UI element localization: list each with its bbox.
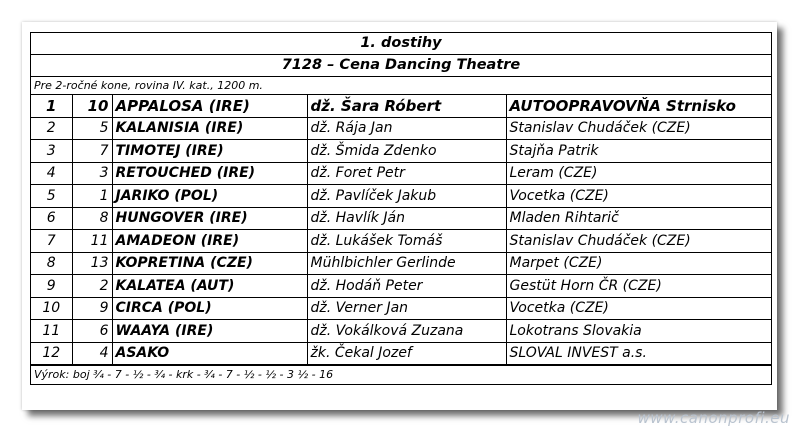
place-cell: 11 <box>31 320 72 343</box>
place-cell: 6 <box>31 207 72 230</box>
place-cell: 12 <box>31 342 72 365</box>
table-row <box>31 207 771 230</box>
trainer-cell: Mladen Rihtarič <box>506 207 771 230</box>
horse-cell: APPALOSA (IRE) <box>112 95 307 117</box>
place-cell: 5 <box>31 185 72 208</box>
table-row <box>31 342 771 365</box>
number-cell: 4 <box>72 342 112 365</box>
jockey-cell: dž. Hodáň Peter <box>307 275 506 298</box>
trainer-cell: Gestüt Horn ČR (CZE) <box>506 275 771 298</box>
horse-cell: WAAYA (IRE) <box>112 320 307 343</box>
trainer-cell: Vocetka (CZE) <box>506 185 771 208</box>
jockey-cell: dž. Vokálková Zuzana <box>307 320 506 343</box>
table-row <box>31 140 771 163</box>
number-cell: 9 <box>72 297 112 320</box>
table-row <box>31 252 771 275</box>
results-table <box>31 95 771 365</box>
table-row <box>31 117 771 140</box>
horse-cell: CIRCA (POL) <box>112 297 307 320</box>
number-cell: 13 <box>72 252 112 275</box>
race-conditions: Pre 2-ročné kone, rovina IV. kat., 1200 m. <box>31 77 771 95</box>
trainer-cell: Stanislav Chudáček (CZE) <box>506 117 771 140</box>
jockey-cell: žk. Čekal Jozef <box>307 342 506 365</box>
number-cell: 7 <box>72 140 112 163</box>
trainer-cell: AUTOOPRAVOVŇA Strnisko <box>506 95 771 117</box>
table-row <box>31 185 771 208</box>
number-cell: 6 <box>72 320 112 343</box>
table-row <box>31 320 771 343</box>
jockey-cell: dž. Havlík Ján <box>307 207 506 230</box>
table-row <box>31 230 771 253</box>
table-row <box>31 275 771 298</box>
table-row <box>31 95 771 117</box>
jockey-cell: Mühlbichler Gerlinde <box>307 252 506 275</box>
place-cell: 9 <box>31 275 72 298</box>
results-card <box>22 22 777 410</box>
place-cell: 8 <box>31 252 72 275</box>
horse-cell: KALATEA (AUT) <box>112 275 307 298</box>
place-cell: 2 <box>31 117 72 140</box>
horse-cell: RETOUCHED (IRE) <box>112 162 307 185</box>
number-cell: 2 <box>72 275 112 298</box>
horse-cell: JARIKO (POL) <box>112 185 307 208</box>
trainer-cell: SLOVAL INVEST a.s. <box>506 342 771 365</box>
watermark: www.canonprofi.eu <box>637 409 790 427</box>
table-row <box>31 297 771 320</box>
jockey-cell: dž. Rája Jan <box>307 117 506 140</box>
trainer-cell: Lokotrans Slovakia <box>506 320 771 343</box>
horse-cell: KALANISIA (IRE) <box>112 117 307 140</box>
number-cell: 8 <box>72 207 112 230</box>
trainer-cell: Stanislav Chudáček (CZE) <box>506 230 771 253</box>
race-title: 1. dostihy <box>31 33 771 55</box>
horse-cell: HUNGOVER (IRE) <box>112 207 307 230</box>
trainer-cell: Stajňa Patrik <box>506 140 771 163</box>
place-cell: 10 <box>31 297 72 320</box>
number-cell: 3 <box>72 162 112 185</box>
place-cell: 3 <box>31 140 72 163</box>
jockey-cell: dž. Lukášek Tomáš <box>307 230 506 253</box>
jockey-cell: dž. Šmida Zdenko <box>307 140 506 163</box>
trainer-cell: Vocetka (CZE) <box>506 297 771 320</box>
number-cell: 1 <box>72 185 112 208</box>
place-cell: 4 <box>31 162 72 185</box>
number-cell: 10 <box>72 95 112 117</box>
race-name: 7128 – Cena Dancing Theatre <box>31 55 771 77</box>
table-row <box>31 162 771 185</box>
jockey-cell: dž. Pavlíček Jakub <box>307 185 506 208</box>
result-margins: Výrok: boj ¾ - 7 - ½ - ¾ - krk - ¾ - 7 - ½ - ½ - 3 ½ - 16 <box>31 365 771 384</box>
jockey-cell: dž. Verner Jan <box>307 297 506 320</box>
trainer-cell: Leram (CZE) <box>506 162 771 185</box>
horse-cell: KOPRETINA (CZE) <box>112 252 307 275</box>
number-cell: 5 <box>72 117 112 140</box>
horse-cell: ASAKO <box>112 342 307 365</box>
horse-cell: TIMOTEJ (IRE) <box>112 140 307 163</box>
jockey-cell: dž. Šara Róbert <box>307 95 506 117</box>
horse-cell: AMADEON (IRE) <box>112 230 307 253</box>
trainer-cell: Marpet (CZE) <box>506 252 771 275</box>
jockey-cell: dž. Foret Petr <box>307 162 506 185</box>
number-cell: 11 <box>72 230 112 253</box>
place-cell: 1 <box>31 95 72 117</box>
race-results-sheet <box>30 32 772 385</box>
place-cell: 7 <box>31 230 72 253</box>
